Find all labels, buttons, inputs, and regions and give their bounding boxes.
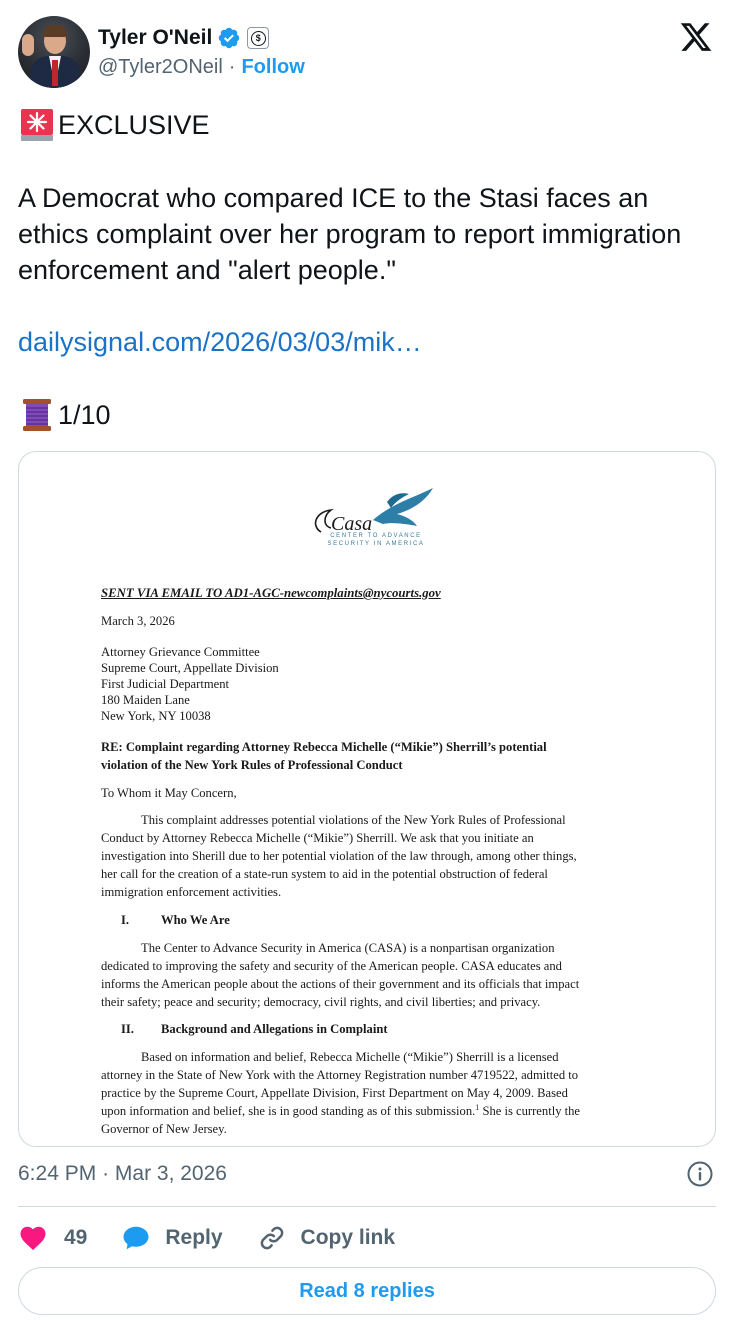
section-line: Based on information and belief, Rebecca Michelle (“Mikie”) Sherrill is a licensed (141, 1050, 559, 1064)
tweet-timestamp[interactable] (18, 1162, 227, 1186)
casa-logo-text: Casa (331, 513, 373, 535)
re-line: violation of the New York Rules of Professional Conduct (101, 758, 403, 772)
sent-via-line: SENT VIA EMAIL TO AD1-AGC-newcomplaints@nycourts.gov (101, 586, 441, 600)
re-line: RE: Complaint regarding Attorney Rebecca Michelle (“Mikie”) Sherrill’s potential (101, 740, 547, 754)
coin-badge-icon (247, 27, 269, 49)
section-number: II. (121, 1022, 134, 1036)
section-title: Who We Are (161, 913, 230, 927)
like-count: 49 (64, 1226, 88, 1249)
tweet-time: 6:24 PM (18, 1162, 97, 1185)
paragraph-gap (18, 288, 718, 324)
action-bar (18, 1218, 429, 1258)
section-line: their safety; peace and security; democracy, civil rights, and civil liberties; and privacy. (101, 995, 541, 1009)
separator-dot: · (102, 1162, 110, 1185)
casa-tagline-1: CENTER TO ADVANCE (330, 533, 422, 539)
tweet-main-text: A Democrat who compared ICE to the Stasi faces an ethics complaint over her program to report immigration enforcement and "alert people." (18, 183, 682, 285)
heart-icon (18, 1223, 48, 1253)
address-line: Attorney Grievance Committee (101, 645, 260, 659)
intro-line: her call for the creation of a state-run system to aid in the potential obstruction of federal (101, 867, 548, 881)
separator-dot: · (228, 56, 236, 78)
avatar-tie (52, 60, 58, 86)
section-number: I. (121, 913, 130, 927)
letter-date: March 3, 2026 (101, 614, 175, 628)
media-document-image[interactable] (18, 451, 716, 1147)
section-line: dedicated to improving the safety and security of the American people. CASA educates and (101, 959, 562, 973)
follow-button[interactable]: Follow (241, 56, 305, 78)
section-line: practice by the Supreme Court, Appellate Division, First Department on May 4, 2009. Based (101, 1086, 568, 1100)
spool-emoji (18, 397, 56, 433)
read-replies-button[interactable]: Read 8 replies (18, 1267, 716, 1315)
x-logo-icon[interactable] (678, 20, 714, 54)
link-icon (257, 1223, 287, 1253)
headline-line (18, 106, 718, 144)
salutation: To Whom it May Concern, (101, 786, 237, 800)
tweet-header (18, 16, 718, 90)
reply-button[interactable] (121, 1223, 222, 1253)
tweet-body (18, 106, 718, 434)
article-link[interactable]: dailysignal.com/2026/03/03/mik… (18, 327, 422, 357)
author-handle-row (98, 56, 305, 79)
section-line: The Center to Advance Security in America (CASA) is a nonpartisan organization (141, 941, 555, 955)
divider (18, 1206, 716, 1207)
copy-link-label: Copy link (300, 1226, 396, 1249)
footnote-mark: 1 (475, 1102, 480, 1112)
paragraph-gap (18, 144, 718, 180)
section-line: informs the American people about the actions of their government and its officials that impact (101, 977, 580, 991)
intro-line: This complaint addresses potential violations of the New York Rules of Professional (141, 813, 566, 827)
address-line: Supreme Court, Appellate Division (101, 661, 279, 675)
verified-badge-icon (217, 26, 241, 50)
tweet-date: Mar 3, 2026 (114, 1162, 227, 1185)
paragraph-gap (18, 360, 718, 396)
headline-text: EXCLUSIVE (58, 110, 210, 140)
casa-tagline (301, 532, 451, 548)
intro-line: investigation into Sherill due to her potential violation of the law through, among other things, (101, 849, 577, 863)
address-line: New York, NY 10038 (101, 709, 211, 723)
section-line-with-footnote (101, 1104, 580, 1119)
coin-glyph: $ (251, 31, 266, 46)
avatar[interactable] (18, 16, 90, 88)
copy-link-button[interactable] (257, 1223, 396, 1253)
reply-label: Reply (165, 1226, 223, 1249)
author-name[interactable]: Tyler O'Neil (98, 26, 213, 49)
section-title: Background and Allegations in Complaint (161, 1022, 388, 1036)
address-line: First Judicial Department (101, 677, 230, 691)
section-line-tail: She is currently the (479, 1104, 581, 1118)
siren-emoji (18, 107, 56, 143)
avatar-hand (22, 34, 34, 56)
info-icon[interactable] (686, 1160, 714, 1188)
casa-tagline-2: SECURITY IN AMERICA (327, 541, 425, 547)
intro-line: immigration enforcement activities. (101, 885, 282, 899)
author-handle[interactable]: @Tyler2ONeil (98, 56, 223, 78)
author-name-row (98, 24, 269, 52)
speech-bubble-icon (121, 1223, 151, 1253)
section-line: attorney in the State of New York with the Attorney Registration number 4719522, admitted to (101, 1068, 579, 1082)
thread-counter-line (18, 396, 718, 434)
like-button[interactable] (18, 1223, 87, 1253)
complaint-letter (19, 452, 715, 1146)
avatar-hair (43, 25, 67, 37)
thread-counter: 1/10 (58, 400, 111, 430)
intro-line: Conduct by Attorney Rebecca Michelle (“Mikie”) Sherrill. We ask that you initiate an (101, 831, 534, 845)
address-line: 180 Maiden Lane (101, 693, 190, 707)
section-line: Governor of New Jersey. (101, 1122, 227, 1136)
section-line-text: upon information and belief, she is in good standing as of this submission. (101, 1104, 476, 1118)
